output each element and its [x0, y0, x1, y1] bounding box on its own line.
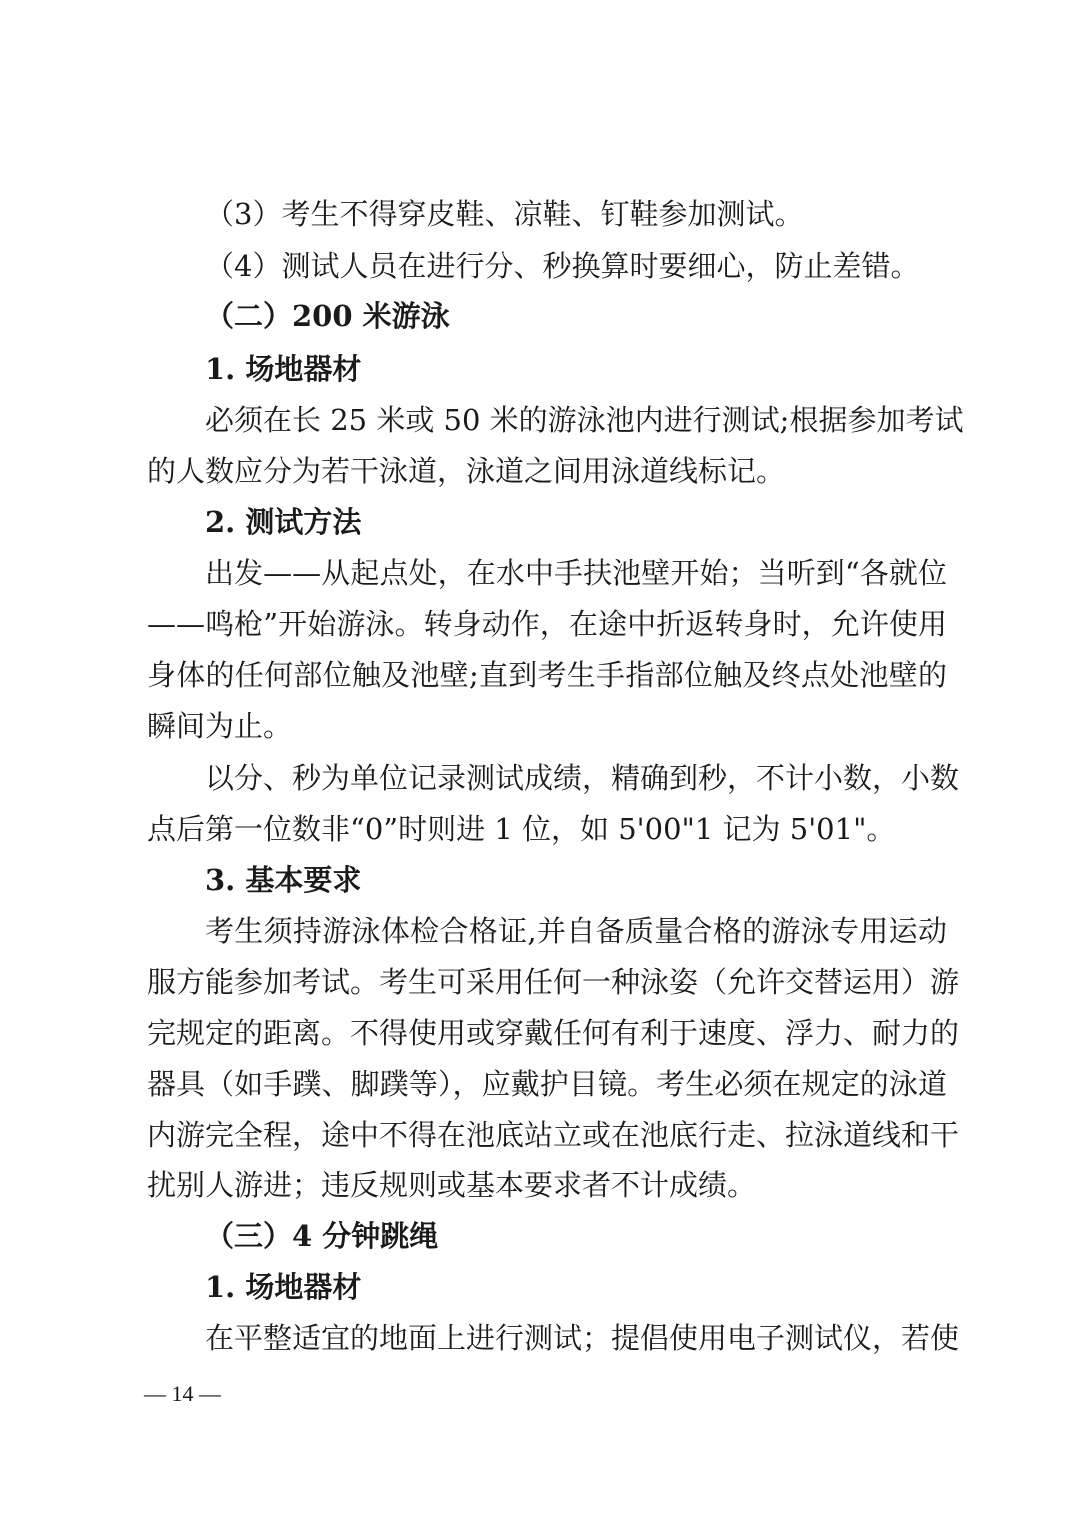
- section-2-title: （二）200 米游泳: [205, 299, 450, 333]
- item-4-text: （4）测试人员在进行分、秒换算时要细心，防止差错。: [205, 249, 920, 283]
- section-2-requirements-line: 完规定的距离。不得使用或穿戴任何有利于速度、浮力、耐力的: [147, 1016, 960, 1050]
- section-3-venue-line: 在平整适宜的地面上进行测试；提倡使用电子测试仪，若使: [205, 1321, 960, 1355]
- section-2-method-line: 瞬间为止。: [147, 709, 293, 743]
- section-2-venue-heading: 1. 场地器材: [205, 352, 362, 386]
- section-2-requirements-line: 考生须持游泳体检合格证,并自备质量合格的游泳专用运动: [205, 914, 947, 948]
- section-2-method-line: 出发——从起点处，在水中手扶池壁开始；当听到“各就位: [205, 556, 947, 590]
- section-2-method-heading: 2. 测试方法: [205, 505, 362, 539]
- page-number: — 14 —: [144, 1381, 221, 1406]
- section-3-title: （三）4 分钟跳绳: [205, 1219, 439, 1253]
- section-2-requirements-line: 服方能参加考试。考生可采用任何一种泳姿（允许交替运用）游: [147, 965, 960, 999]
- section-2-record-line: 点后第一位数非“0”时则进 1 位，如 5'00"1 记为 5'01"。: [147, 812, 896, 846]
- section-2-requirements-line: 内游完全程，途中不得在池底站立或在池底行走、拉泳道线和干: [147, 1118, 960, 1152]
- section-2-method-line: ——鸣枪”开始游泳。转身动作，在途中折返转身时，允许使用: [147, 607, 947, 641]
- section-3-venue-heading: 1. 场地器材: [205, 1270, 362, 1304]
- item-3-text: （3）考生不得穿皮鞋、凉鞋、钉鞋参加测试。: [205, 197, 804, 231]
- section-2-venue-line: 必须在长 25 米或 50 米的游泳池内进行测试;根据参加考试: [205, 403, 964, 437]
- section-2-venue-line: 的人数应分为若干泳道，泳道之间用泳道线标记。: [147, 454, 786, 488]
- section-2-method-line: 身体的任何部位触及池壁;直到考生手指部位触及终点处池壁的: [147, 658, 947, 692]
- section-2-requirements-line: 器具（如手蹼、脚蹼等），应戴护目镜。考生必须在规定的泳道: [147, 1067, 947, 1101]
- section-2-requirements-heading: 3. 基本要求: [205, 863, 362, 897]
- section-2-requirements-line: 扰别人游进；违反规则或基本要求者不计成绩。: [147, 1168, 757, 1202]
- section-2-record-line: 以分、秒为单位记录测试成绩，精确到秒，不计小数，小数: [205, 761, 960, 795]
